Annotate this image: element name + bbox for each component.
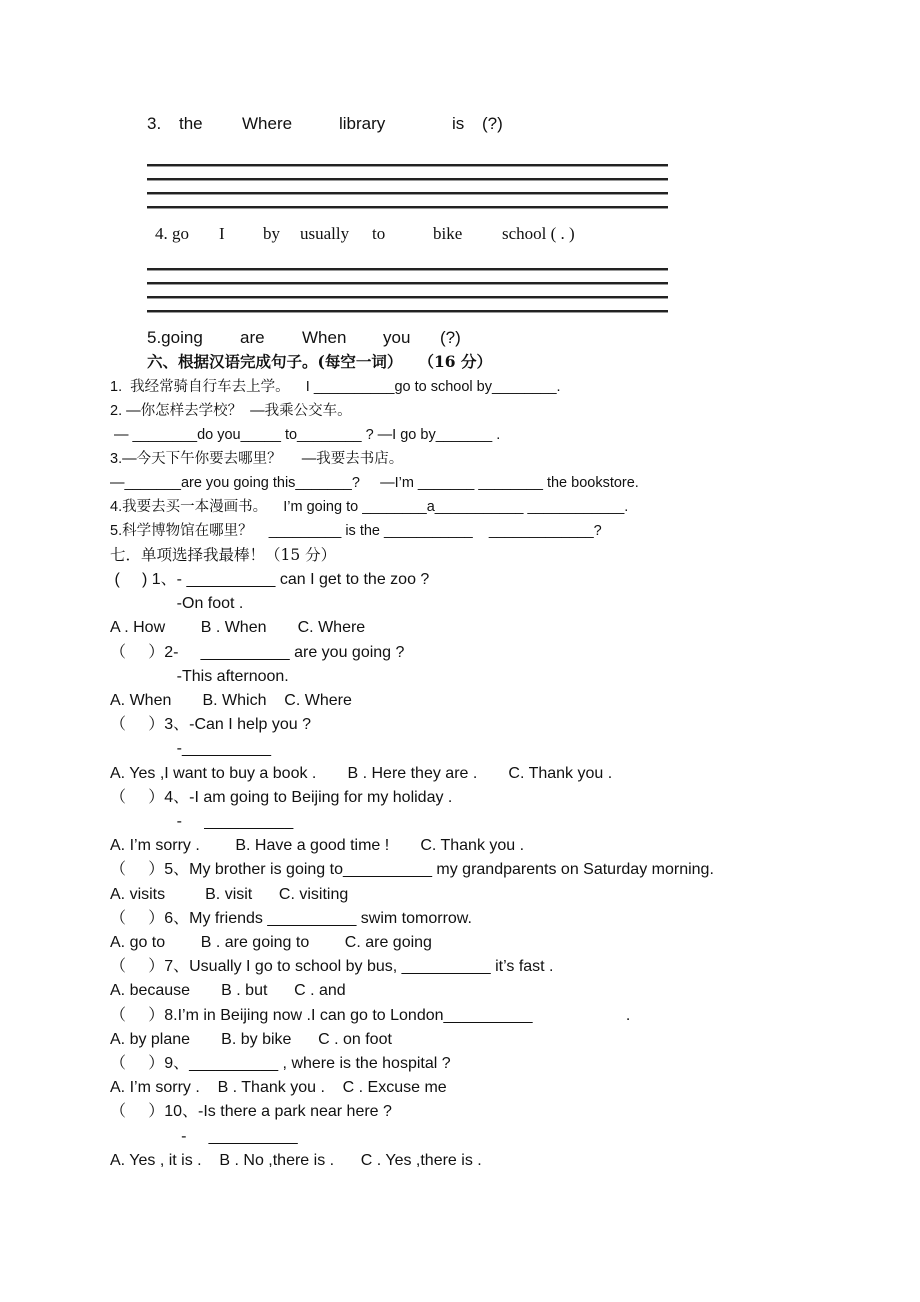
question-line: -On foot . (110, 595, 244, 613)
word: by (263, 224, 280, 243)
question-line: （ ）4、-I am going to Beijing for my holiday . (110, 788, 453, 806)
word: you (383, 328, 411, 347)
word: (?) (482, 114, 503, 133)
word: usually (300, 224, 350, 243)
question-line: ( ) 1、- __________ can I get to the zoo ? (110, 571, 430, 588)
text-line: 3.—今天下午你要去哪里？ —我要去书店。 (110, 451, 404, 467)
question-line: A . How B . When C. Where (110, 619, 366, 637)
question-line: A. by plane B. by bike C . on foot (110, 1030, 392, 1048)
question-line: （ ）10、-Is there a park near here ? (110, 1103, 392, 1121)
question-line: A. because B . but C . and (110, 982, 346, 1000)
word: When (302, 328, 347, 347)
question-line: -This afternoon. (110, 667, 289, 685)
word: library (339, 114, 386, 133)
writing-line (147, 282, 668, 285)
word: is (452, 114, 465, 133)
text-line: 5.科学博物馆在哪里？ _________ is the ___________ _____________? (110, 523, 602, 539)
question-line: A. go to B . are going to C. are going (110, 934, 432, 951)
section-6-heading: 六、根据汉语完成句子。(每空一词） （16 分） (147, 352, 492, 371)
word: school ( . ) (502, 224, 575, 243)
word: bike (433, 224, 463, 243)
writing-line (147, 310, 668, 313)
writing-line (147, 192, 668, 195)
question-line: （ ）6、My friends __________ swim tomorrow. (110, 909, 472, 927)
word: the (179, 114, 203, 133)
word: are (240, 328, 265, 347)
question-line: A. visits B. visit C. visiting (110, 885, 349, 903)
writing-line (147, 178, 668, 181)
question-line: - __________ (110, 813, 294, 830)
writing-line (147, 296, 668, 299)
word: I (219, 224, 225, 243)
word: Where (242, 114, 293, 133)
question-line: （ ）5、My brother is going to__________ my grandparents on Saturday morning. (110, 861, 714, 879)
question-line: A. Yes ,I want to buy a book . B . Here they are . C. Thank you . (110, 764, 613, 782)
word: to (372, 224, 386, 243)
question-line: -__________ (110, 740, 271, 758)
writing-line (147, 206, 668, 209)
writing-line (147, 164, 668, 167)
word: 5.going (147, 328, 203, 347)
text-line: 4.我要去买一本漫画书。 I’m going to ________a___________ ____________. (110, 499, 629, 515)
question-line: - __________ (110, 1127, 298, 1145)
text-line: 2. —你怎样去学校？ —我乘公交车。 (110, 403, 352, 419)
text-line: — ________do you_____ to________ ? —I go by_______ . (110, 427, 501, 443)
question-line: A. I’m sorry . B. Have a good time ! C. Thank you . (110, 837, 525, 855)
text-line: —_______are you going this_______? —I’m _______ ________ the bookstore. (110, 475, 639, 491)
question-line: （ ）8.I’m in Beijing now .I can go to London__________ . (110, 1006, 631, 1024)
section-7-heading: 七．单项选择我最棒！（15 分） (110, 546, 337, 564)
word: 3. (147, 114, 162, 133)
word: 4. go (155, 224, 189, 243)
question-line: （ ）7、Usually I go to school by bus, __________ it’s fast . (110, 958, 554, 976)
question-line: A. Yes , it is . B . No ,there is . C . Yes ,there is . (110, 1151, 482, 1169)
question-line: （ ）3、-Can I help you ? (110, 716, 311, 734)
question-line: A. I’m sorry . B . Thank you . C . Excuse me (110, 1079, 447, 1097)
word: (?) (440, 328, 461, 347)
text-line: 1. 我经常骑自行车去上学。 I __________go to school by________. (110, 379, 561, 395)
writing-line (147, 268, 668, 271)
question-line: （ ）2- __________ are you going ? (110, 643, 405, 661)
question-line: （ ）9、__________ , where is the hospital ? (110, 1055, 451, 1072)
question-line: A. When B. Which C. Where (110, 692, 352, 709)
